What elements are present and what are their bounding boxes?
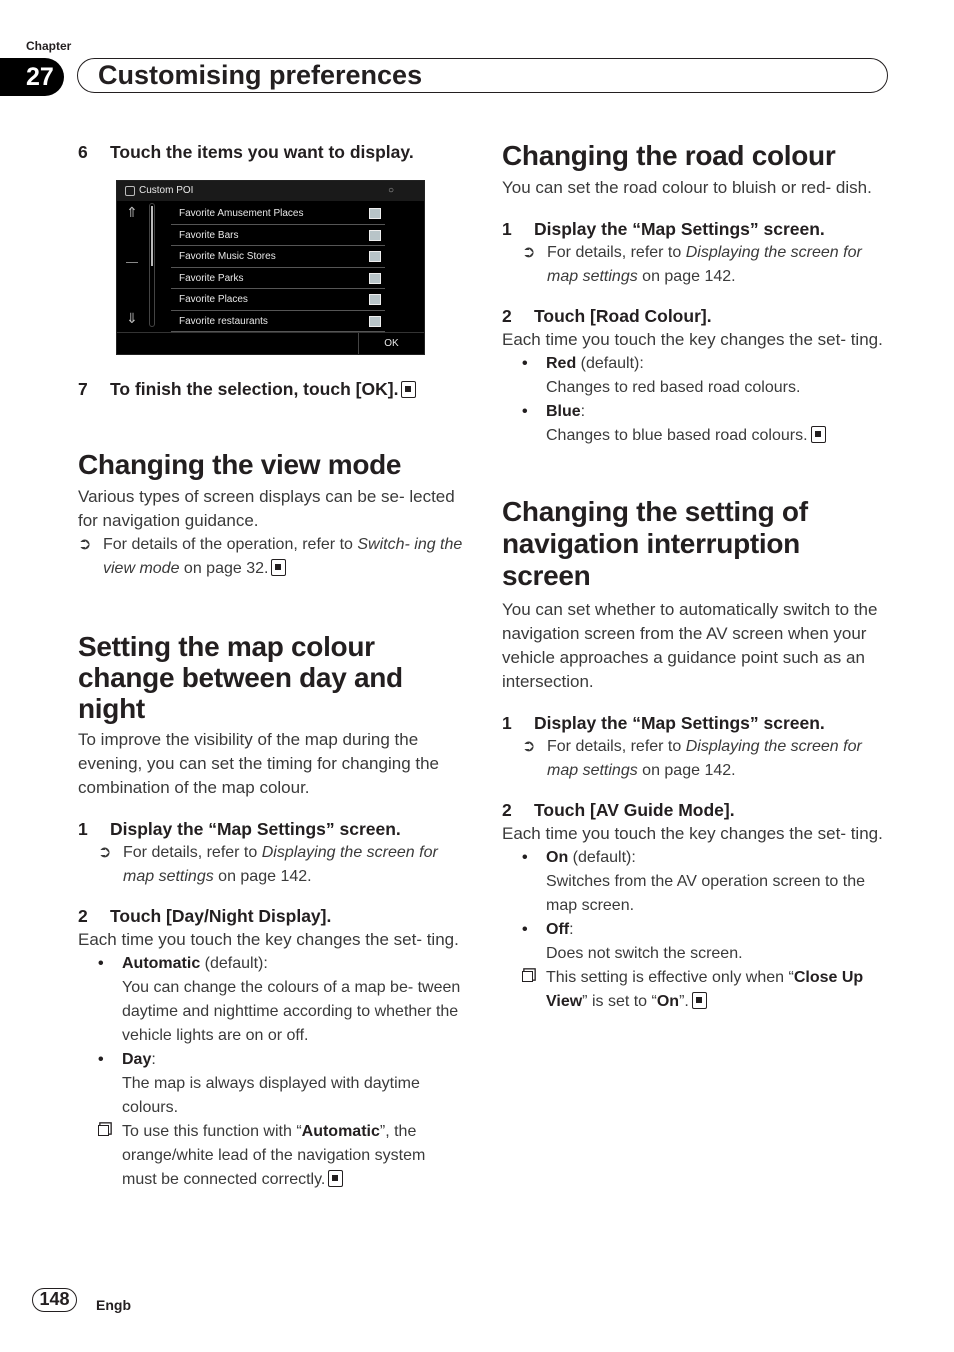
day-night-note: To use this function with “Automatic”, the orange/white lead of the navigation system must be connected correctly. <box>78 1120 463 1192</box>
screenshot-title-bar <box>117 181 424 201</box>
step-6: 6 Touch the items you want to display. <box>78 142 414 162</box>
interrupt-step-2-body: Each time you touch the key changes the set- ting. <box>502 824 883 843</box>
day-night-step-2: 2 Touch [Day/Night Display]. <box>78 906 332 926</box>
checkbox[interactable] <box>369 316 381 327</box>
checkbox[interactable] <box>369 208 381 219</box>
interrupt-reference: ➲ For details, refer to Displaying the screen for map settings on page 142. <box>502 735 890 783</box>
chapter-title: Customising preferences <box>77 58 888 93</box>
screenshot-scroll-buttons <box>123 205 141 325</box>
step-7: 7 To finish the selection, touch [OK]. <box>78 377 463 401</box>
end-mark-icon <box>271 559 286 576</box>
end-mark-icon <box>328 1170 343 1187</box>
scrollbar[interactable] <box>149 203 155 327</box>
end-mark-icon <box>692 992 707 1009</box>
day-night-step-1: 1 Display the “Map Settings” screen. <box>78 819 401 839</box>
heading-interruption-screen: Changing the setting of navigation interruption screen <box>502 496 808 591</box>
view-mode-reference: ➲ For details of the operation, refer to Switch- ing the view mode on page 32. <box>78 533 463 581</box>
checkbox[interactable] <box>369 230 381 241</box>
custom-poi-screenshot <box>116 180 425 355</box>
road-reference: ➲ For details, refer to Displaying the screen for map settings on page 142. <box>502 241 890 289</box>
interrupt-step-1: 1 Display the “Map Settings” screen. <box>502 713 825 733</box>
interrupt-note: This setting is effective only when “Close Up View” is set to “On”. <box>502 966 890 1014</box>
list-item[interactable]: Favorite Music Stores <box>171 246 385 268</box>
interruption-body: You can set whether to automatically switch to the navigation screen from the AV screen when your vehicle approaches a guidance point such as an intersection. <box>502 600 878 691</box>
day-night-reference: ➲ For details, refer to Displaying the screen for map settings on page 142. <box>78 841 463 889</box>
road-step-2-body: Each time you touch the key changes the set- ting. <box>502 330 883 349</box>
left-column <box>78 140 463 1192</box>
arrow-icon: ➲ <box>78 536 92 553</box>
end-mark-icon <box>401 381 416 398</box>
arrow-icon: ➲ <box>522 244 536 261</box>
scroll-down-icon[interactable]: ⇓ <box>126 310 138 326</box>
option-off: • Off: Does not switch the screen. <box>522 921 743 962</box>
option-day: • Day: The map is always displayed with daytime colours. <box>98 1051 420 1116</box>
day-night-body: To improve the visibility of the map during the evening, you can set the timing for changing the combination of the map colour. <box>78 730 440 797</box>
poi-list <box>171 203 385 332</box>
heading-road-colour: Changing the road colour <box>502 140 836 171</box>
page-number: 148 <box>32 1288 77 1312</box>
chapter-number: 27 <box>0 58 64 96</box>
checkbox[interactable] <box>369 273 381 284</box>
ok-button[interactable]: OK <box>358 333 424 354</box>
checkbox[interactable] <box>369 294 381 305</box>
list-item[interactable]: Favorite Bars <box>171 225 385 247</box>
language-code: Engb <box>96 1297 131 1313</box>
arrow-icon: ➲ <box>98 844 112 861</box>
option-red: • Red (default): Changes to red based road colours. <box>522 355 801 396</box>
heading-view-mode: Changing the view mode <box>78 449 402 480</box>
scroll-up-icon[interactable]: ⇑ <box>126 204 138 220</box>
option-on: • On (default): Switches from the AV operation screen to the map screen. <box>522 849 865 914</box>
arrow-icon: ➲ <box>522 738 536 755</box>
note-icon <box>522 971 533 982</box>
note-icon <box>98 1125 109 1136</box>
list-item[interactable]: Favorite Amusement Places <box>171 203 385 225</box>
view-mode-body: Various types of screen displays can be se- lected for navigation guidance. <box>78 487 455 530</box>
chapter-label: Chapter <box>26 39 72 53</box>
end-mark-icon <box>811 426 826 443</box>
poi-icon <box>125 186 135 196</box>
road-step-2: 2 Touch [Road Colour]. <box>502 306 712 326</box>
right-column <box>502 140 890 1014</box>
list-item[interactable]: Favorite restaurants <box>171 311 385 333</box>
screenshot-footer <box>117 332 424 354</box>
day-night-step-2-body: Each time you touch the key changes the set- ting. <box>78 930 459 949</box>
option-blue: • Blue: Changes to blue based road colours. <box>502 400 890 448</box>
heading-day-night: Setting the map colour change between day and night <box>78 631 403 724</box>
road-step-1: 1 Display the “Map Settings” screen. <box>502 219 825 239</box>
list-item[interactable]: Favorite Places <box>171 289 385 311</box>
screenshot-title: Custom POI <box>139 185 194 196</box>
interrupt-step-2: 2 Touch [AV Guide Mode]. <box>502 800 735 820</box>
list-item[interactable]: Favorite Parks <box>171 268 385 290</box>
road-colour-body: You can set the road colour to bluish or red- dish. <box>502 178 872 197</box>
checkbox[interactable] <box>369 251 381 262</box>
option-automatic: • Automatic (default): You can change the colours of a map be- tween daytime and nighttime according to whether the vehicle lights are on or off. <box>98 955 461 1044</box>
screenshot-title-indicator: ○ <box>387 185 394 196</box>
scroll-separator <box>126 262 138 263</box>
